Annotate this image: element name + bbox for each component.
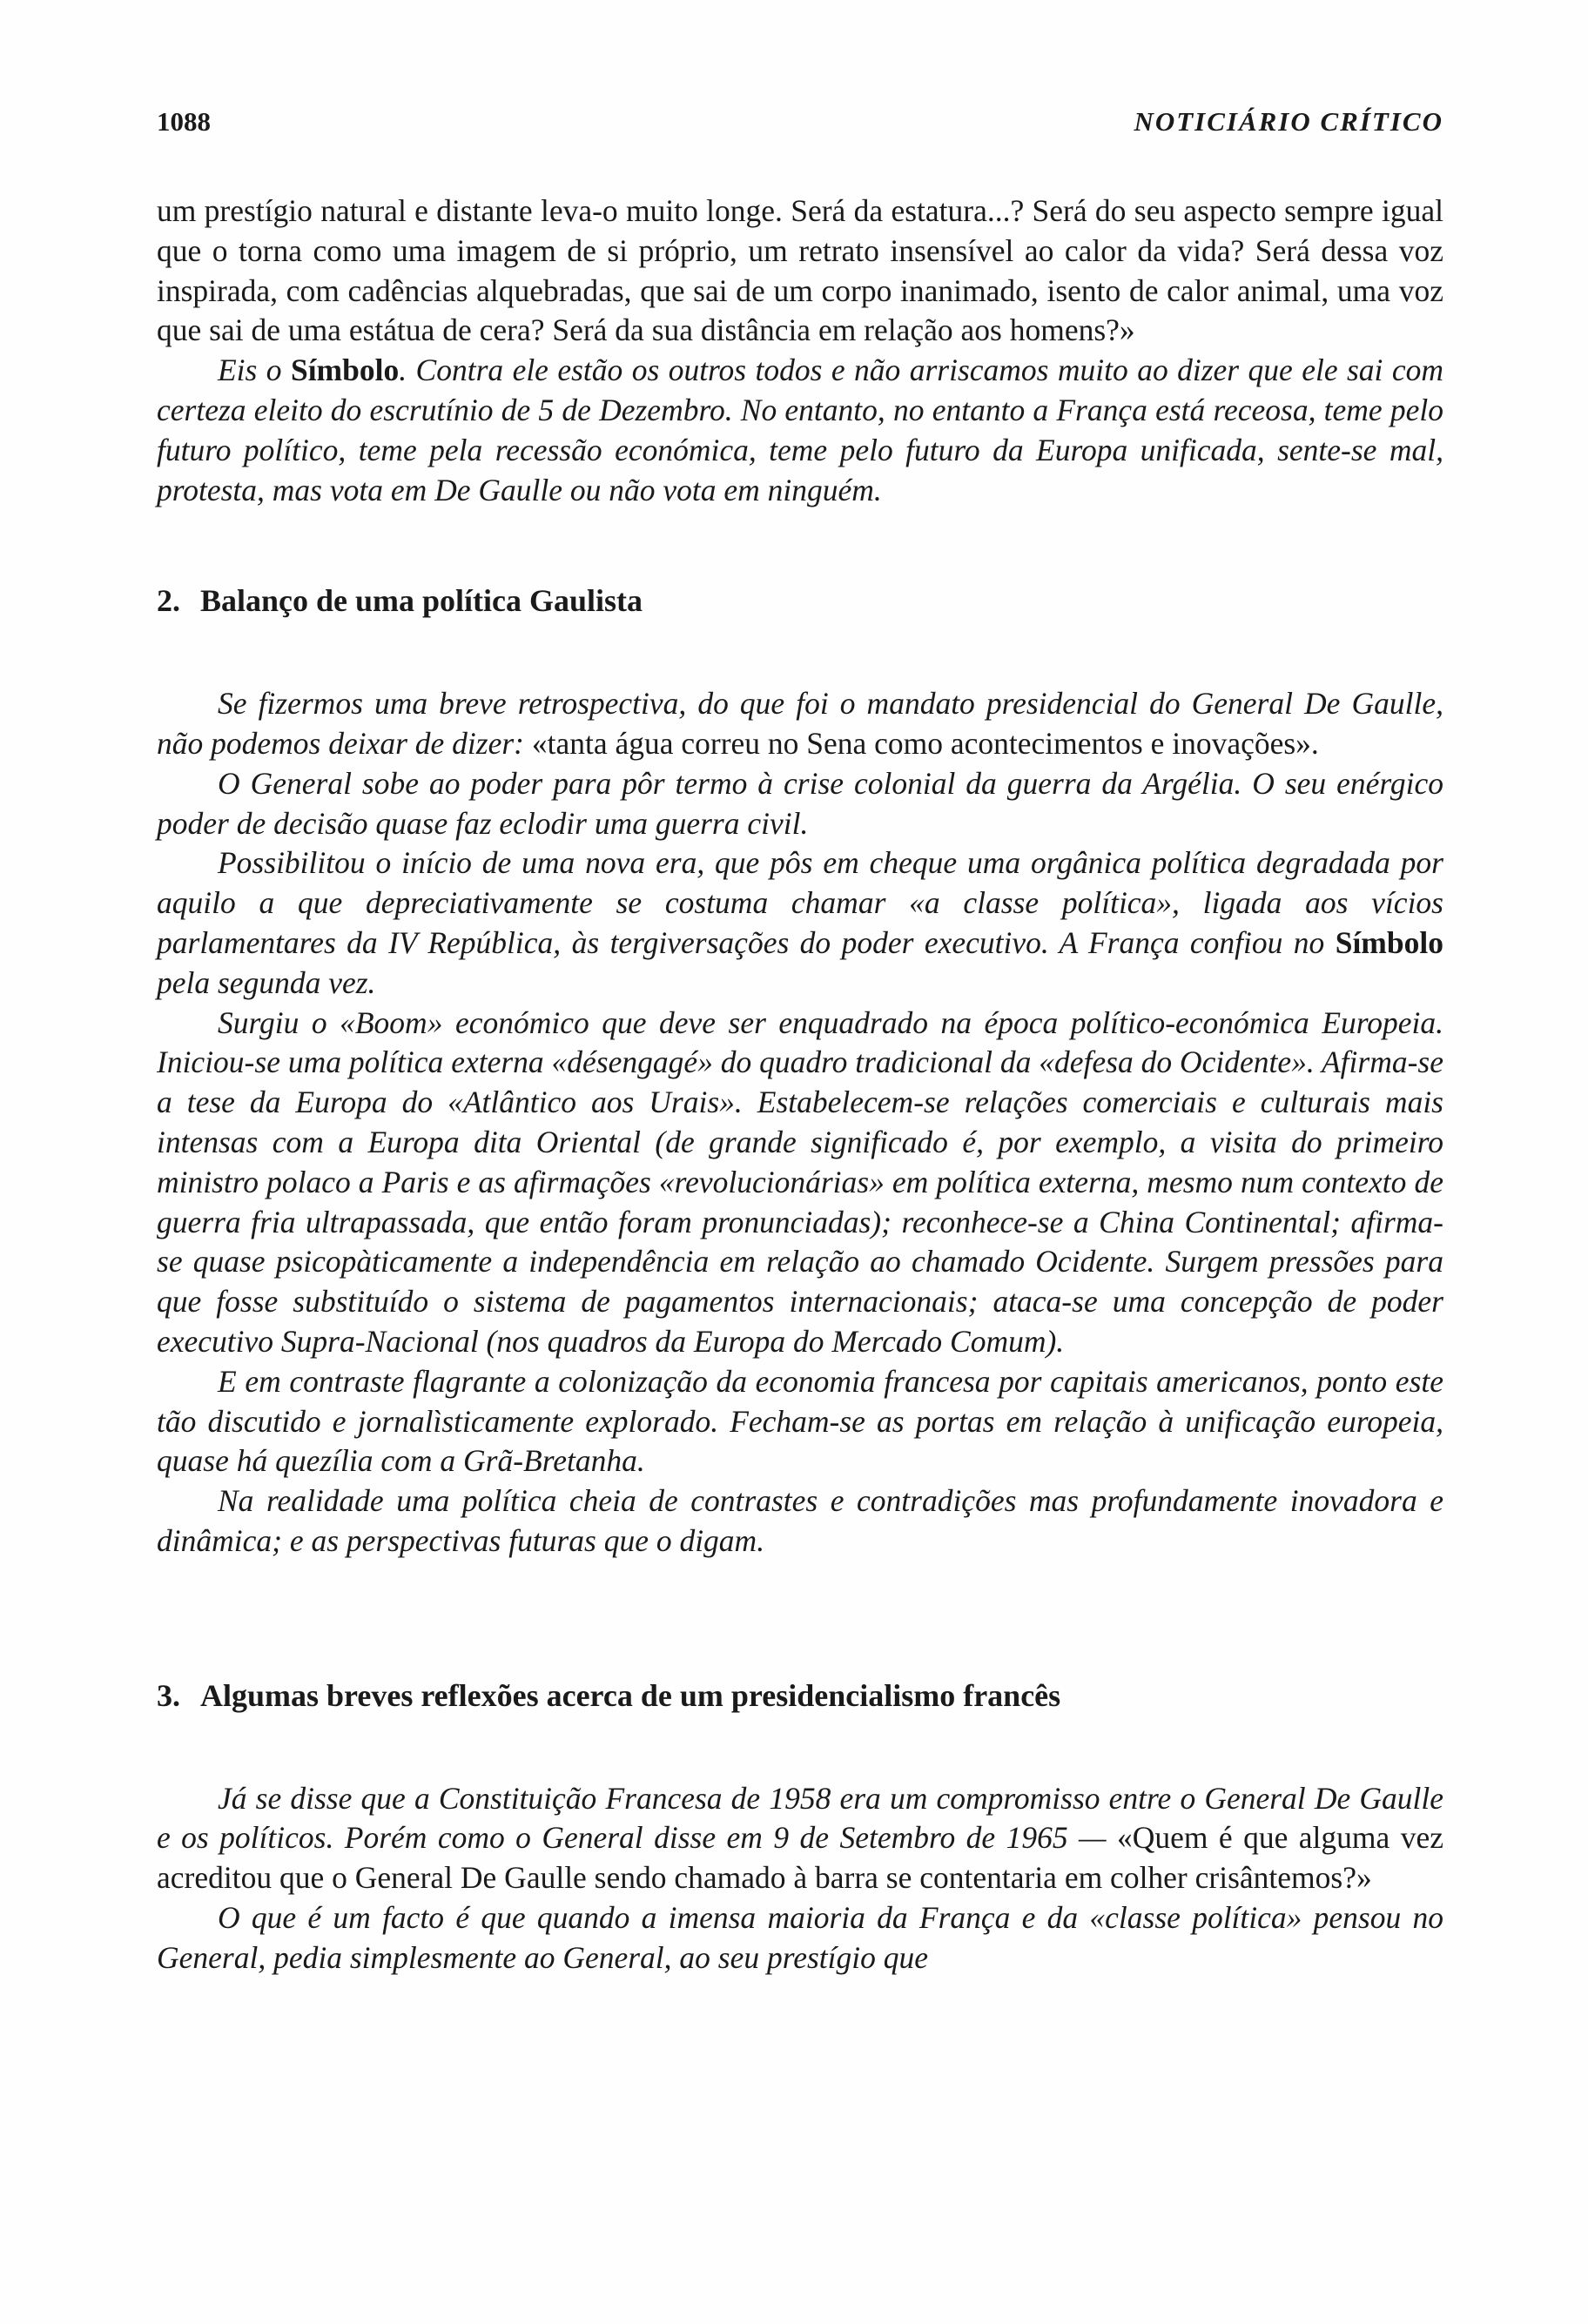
section-2-paragraph-6: Na realidade uma política cheia de contrastes e contradições mas profundamente inovadora e dinâmica; e as perspectivas futuras que o digam. — [157, 1483, 1443, 1558]
page-body — [157, 191, 1443, 1978]
intro-p2-text-b: . Contra ele estão os outros todos e não arriscamos muito ao dizer que ele sai com certeza eleito do escrutínio de 5 de Dezembro. No entanto, no entanto a França está receosa, teme pelo futuro político, teme pela recessão económica, teme pelo futuro da Europa unificada, sente-se mal, protesta, mas vota em De Gaulle ou não vota em ninguém. — [157, 353, 1443, 507]
section-3-heading — [157, 1676, 1443, 1716]
section-2-paragraph-2: O General sobe ao poder para pôr termo à crise colonial da guerra da Argélia. O seu enérgico poder de decisão quase faz eclodir uma guerra civil. — [157, 765, 1443, 841]
intro-paragraph-1: um prestígio natural e distante leva-o muito longe. Será da estatura...? Será do seu aspecto sempre igual que o torna como uma imagem de si próprio, um retrato insensível ao calor da vida? Será dessa voz inspirada, com cadências alquebradas, que sai de um corpo inanimado, isento de calor animal, uma voz que sai de uma estátua de cera? Será da sua distância em relação aos homens?» — [157, 193, 1443, 348]
section-2-paragraph-1 — [157, 684, 1443, 764]
running-head: NOTICIÁRIO CRÍTICO — [1134, 106, 1443, 137]
section-2-p3-bold: Símbolo — [1335, 924, 1443, 960]
section-3-paragraph-2: O que é um facto é que quando a imensa maioria da França e da «classe política» pensou no General, pedia simplesmente ao General, ao seu prestígio que — [157, 1899, 1443, 1975]
intro-paragraph-2 — [157, 351, 1443, 510]
page-number: 1088 — [157, 106, 211, 137]
section-2-paragraph-4: Surgiu o «Boom» económico que deve ser enquadrado na época político-económica Europeia. Iniciou-se uma política externa «désengagé» do quadro tradicional da «defesa do Ocidente». Afirma-se a tese da Europa do «Atlântico aos Urais». Estabelecem-se relações comerciais e culturais mais intensas com a Europa dita Oriental (de grande significado é, por exemplo, a visita do primeiro ministro polaco a Paris e as afirmações «revolucionárias» em política externa, mesmo num contexto de guerra fria ultrapassada, que então foram pronunciadas); reconhece-se a China Continental; afirma-se quase psicopàticamente a independência em relação ao chamado Ocidente. Surgem pressões para que fosse substituído o sistema de pagamentos internacionais; ataca-se uma concepção de poder executivo Supra-Nacional (nos quadros da Europa do Mercado Comum). — [157, 1004, 1443, 1359]
section-3-p1-roman: «Quem é que alguma vez acreditou que o General De Gaulle sendo chamado à barra se contentaria em colher crisântemos?» — [157, 1820, 1443, 1896]
section-3-p1-italic: Já se disse que a Constituição Francesa de 1958 era um compromisso entre o General De Gaulle e os políticos. Porém como o General disse em 9 de Setembro de 1965 — — [157, 1780, 1443, 1856]
section-2-title: Balanço de uma política Gaulista — [200, 583, 643, 619]
section-2-paragraph-3 — [157, 843, 1443, 1003]
section-2-number: 2. — [157, 583, 180, 619]
section-2-p1-italic: Se fizermos uma breve retrospectiva, do que foi o mandato presidencial do General De Gaulle, não podemos deixar de dizer: — [157, 686, 1443, 761]
section-3-title: Algumas breves reflexões acerca de um presidencialismo francês — [200, 1677, 1061, 1713]
section-2-p3-text-b: pela segunda vez. — [157, 964, 376, 1000]
intro-p2-bold: Símbolo — [290, 353, 400, 388]
section-2-p3-text-a: Possibilitou o início de uma nova era, que pôs em cheque uma orgânica política degradada por aquilo a que depreciativamente se costuma chamar «a classe política», ligada aos vícios parlamentares da IV República, às tergiversações do poder executivo. A França confiou no — [157, 845, 1443, 960]
section-2-p1-roman: «tanta água correu no Sena como acontecimentos e inovações». — [531, 725, 1319, 761]
section-2-paragraph-5: E em contraste flagrante a colonização da economia francesa por capitais americanos, ponto este tão discutido e jornalìsticamente explorado. Fecham-se as portas em relação à unificação europeia, quase há quezília com a Grã-Bretanha. — [157, 1363, 1443, 1479]
page-header — [157, 106, 1443, 141]
section-3-paragraph-1 — [157, 1779, 1443, 1898]
intro-p2-text-a: Eis o — [218, 353, 291, 388]
section-2-heading — [157, 581, 1443, 621]
section-3-number: 3. — [157, 1677, 180, 1713]
